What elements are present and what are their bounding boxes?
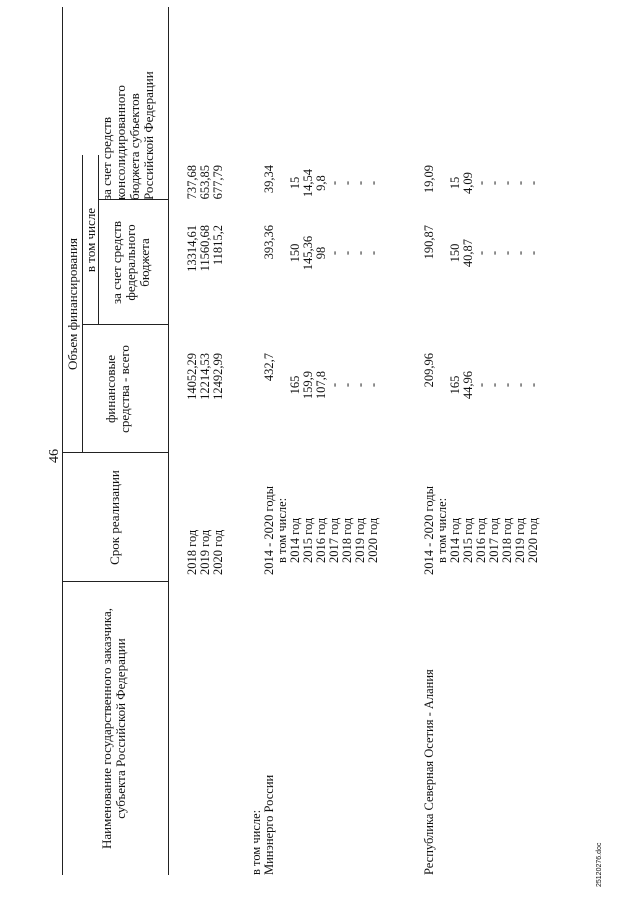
- minenergo-periods: [289, 518, 380, 563]
- total-cell: -: [500, 382, 514, 388]
- period-cell: 2020 год: [526, 517, 540, 563]
- alania-federal-sum: 190,87: [422, 225, 436, 260]
- period-cell: 2015 год: [461, 517, 475, 563]
- top-regional: [186, 165, 225, 225]
- period-cell: 2016 год: [314, 517, 328, 563]
- regional-cell: -: [474, 180, 488, 186]
- regional-cell: 653,85: [198, 165, 212, 200]
- top-periods: [186, 530, 225, 575]
- regional-cell: 14,54: [301, 168, 315, 198]
- federal-cell: -: [500, 250, 514, 256]
- alania-incl: в том числе:: [435, 497, 449, 563]
- federal-cell: -: [353, 250, 367, 256]
- top-federal: [186, 225, 225, 325]
- period-cell: 2018 год: [185, 529, 199, 575]
- federal-cell: 13314,61: [185, 225, 199, 272]
- alania-federal: [449, 231, 540, 275]
- federal-cell: 40,87: [461, 238, 475, 268]
- period-cell: 2014 год: [448, 517, 462, 563]
- incl-rows-label: в том числе:: [249, 809, 263, 875]
- alania-period-total: 2014 - 2020 годы: [422, 485, 436, 575]
- federal-cell: -: [487, 250, 501, 256]
- regional-cell: 15: [448, 176, 462, 190]
- federal-cell: -: [366, 250, 380, 256]
- total-cell: -: [353, 382, 367, 388]
- federal-cell: 11560,68: [198, 225, 212, 272]
- minenergo-total-sum: 432,7: [262, 353, 276, 382]
- header-name: Наименование государственного заказчика, субъекта Российской Федерации: [99, 608, 128, 849]
- federal-cell: -: [513, 250, 527, 256]
- period-cell: 2017 год: [487, 517, 501, 563]
- header-total: финансовые средства - всего: [103, 345, 132, 433]
- regional-cell: -: [513, 180, 527, 186]
- regional-cell: 15: [288, 176, 302, 190]
- alania-regional-sum: 19,09: [422, 165, 436, 194]
- header-bottom-rule: [168, 7, 169, 875]
- minenergo-name: Минэнерго России: [262, 774, 276, 875]
- minenergo-regional-sum: 39,34: [262, 165, 276, 194]
- header-regional: за счет средств консолидированного бюджета субъектов Российской Федерации: [99, 71, 156, 200]
- alania-name: Республика Северная Осетия - Алания: [422, 669, 436, 875]
- federal-cell: -: [327, 250, 341, 256]
- period-cell: 2019 год: [198, 529, 212, 575]
- period-cell: 2017 год: [327, 517, 341, 563]
- federal-cell: 11815,2: [211, 225, 225, 266]
- minenergo-total: [289, 365, 380, 405]
- total-cell: 14052,29: [185, 353, 199, 400]
- period-cell: 2015 год: [301, 517, 315, 563]
- group-header-rule: [82, 155, 83, 453]
- header-incl: в том числе: [83, 207, 98, 273]
- page-number: 46: [47, 449, 62, 463]
- minenergo-period-total: 2014 - 2020 годы: [262, 485, 276, 575]
- period-cell: 2019 год: [353, 517, 367, 563]
- minenergo-federal: [289, 231, 380, 275]
- period-cell: 2019 год: [513, 517, 527, 563]
- total-cell: -: [366, 382, 380, 388]
- total-cell: 12492,99: [211, 353, 225, 400]
- total-cell: -: [474, 382, 488, 388]
- federal-cell: -: [340, 250, 354, 256]
- federal-cell: 98: [314, 246, 328, 260]
- period-cell: 2020 год: [366, 517, 380, 563]
- regional-cell: 9,8: [314, 175, 328, 191]
- top-total: [186, 353, 225, 453]
- total-cell: -: [327, 382, 341, 388]
- regional-cell: -: [353, 180, 367, 186]
- total-cell: 165: [288, 375, 302, 395]
- alania-regional: [449, 165, 540, 201]
- total-cell: 107,8: [314, 370, 328, 400]
- federal-cell: -: [526, 250, 540, 256]
- total-cell: -: [513, 382, 527, 388]
- total-cell: -: [526, 382, 540, 388]
- regional-cell: -: [500, 180, 514, 186]
- regional-cell: 677,79: [211, 165, 225, 200]
- total-cell: -: [340, 382, 354, 388]
- minenergo-federal-sum: 393,36: [262, 225, 276, 260]
- header-funding-group: Объем финансирования: [65, 237, 80, 371]
- total-cell: 159,9: [301, 370, 315, 400]
- period-cell: 2020 год: [211, 529, 225, 575]
- federal-cell: 145,36: [301, 235, 315, 271]
- total-cell: 12214,53: [198, 353, 212, 400]
- header-federal: за счет средств федерального бюджета: [109, 221, 152, 304]
- period-cell: 2018 год: [500, 517, 514, 563]
- federal-cell: 150: [448, 243, 462, 263]
- header-period: Срок реализации: [107, 470, 122, 565]
- federal-cell: -: [474, 250, 488, 256]
- alania-periods: [449, 518, 540, 563]
- table-top-rule: [62, 7, 63, 875]
- document-code: 25120276.doc: [596, 842, 603, 887]
- regional-cell: 737,68: [185, 165, 199, 200]
- total-cell: 165: [448, 375, 462, 395]
- total-cell: -: [487, 382, 501, 388]
- regional-cell: -: [327, 180, 341, 186]
- alania-total-sum: 209,96: [422, 353, 436, 388]
- regional-cell: 4,09: [461, 172, 475, 194]
- total-cell: 44,96: [461, 370, 475, 400]
- minenergo-incl: в том числе:: [275, 497, 289, 563]
- regional-cell: -: [487, 180, 501, 186]
- regional-cell: -: [526, 180, 540, 186]
- regional-cell: -: [366, 180, 380, 186]
- regional-cell: -: [340, 180, 354, 186]
- period-cell: 2016 год: [474, 517, 488, 563]
- period-cell: 2018 год: [340, 517, 354, 563]
- federal-cell: 150: [288, 243, 302, 263]
- period-cell: 2014 год: [288, 517, 302, 563]
- minenergo-regional: [289, 165, 380, 201]
- alania-total: [449, 365, 540, 405]
